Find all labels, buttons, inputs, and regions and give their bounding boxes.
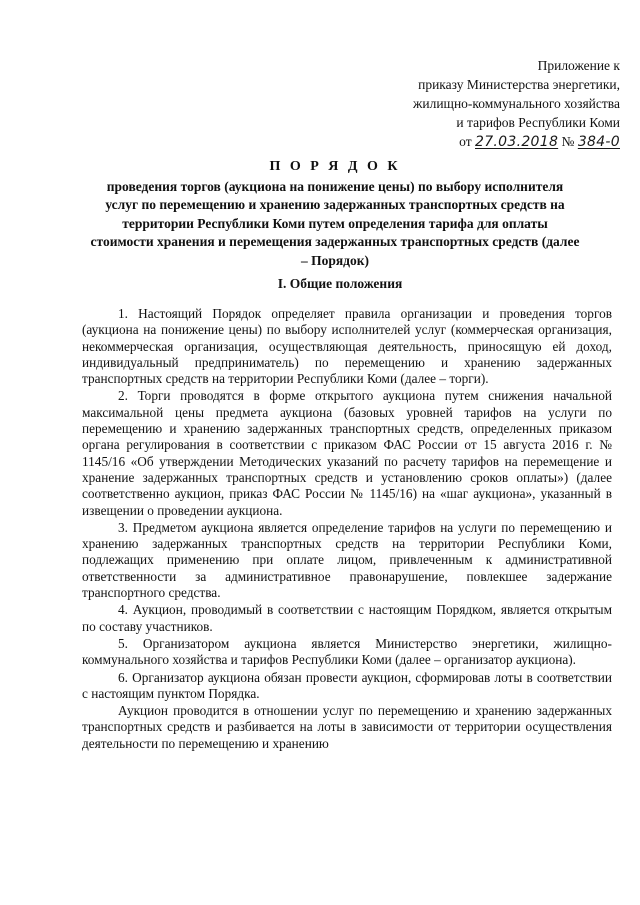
approval-handwritten-number: 384-0 — [577, 134, 620, 150]
paragraph-6: 6. Организатор аукциона обязан провести аукцион, сформировав лоты в соответствии с настоящим пунктом Порядка. — [82, 669, 612, 701]
paragraph-3: 3. Предметом аукциона является определение тарифов на услуги по перемещению и хранению задержанных транспортных средств на территории Республики Коми, подлежащих применению при оплате лицом, привлеченным к административной ответственности за административное правонарушение, повлекшее задержание транспортного средства. — [82, 519, 612, 601]
approval-line-1: Приложение к — [537, 58, 620, 73]
approval-number-sign: № — [561, 134, 575, 149]
document-body — [82, 306, 612, 753]
approval-handwritten-date: 27.03.2018 — [475, 134, 559, 150]
approval-stamp-block — [320, 56, 620, 152]
approval-line-3: жилищно-коммунального хозяйства — [413, 96, 620, 111]
approval-line-4: и тарифов Республики Коми — [456, 115, 620, 130]
paragraph-6-continuation: Аукцион проводится в отношении услуг по перемещению и хранению задержанных транспортных средств и разбивается на лоты в зависимости от территории осуществления деятельности по перемещению и хранению — [82, 703, 612, 751]
approval-line-2: приказу Министерства энергетики, — [418, 77, 620, 92]
approval-from-label: от — [459, 134, 472, 149]
paragraph-5: 5. Организатором аукциона является Министерство энергетики, жилищно-коммунального хозяйства и тарифов Республики Коми (далее – организатор аукциона). — [82, 635, 612, 668]
paragraph-1: 1. Настоящий Порядок определяет правила организации и проведения торгов (аукциона на понижение цены) по выбору исполнителей услуг (коммерческая организация, некоммерческая организация, осуществляющая деятельность, приносящую ей доход, индивидуальный предприниматель) по перемещению и хранению задержанных транспортных средств на территории Республики Коми (далее – торги). — [82, 306, 612, 387]
paragraph-4: 4. Аукцион, проводимый в соответствии с настоящим Порядком, является открытым по составу участников. — [82, 602, 612, 634]
paragraph-2: 2. Торги проводятся в форме открытого аукциона путем снижения начальной максимальной цены предмета аукциона (базовых уровней тарифов на услуги по перемещению и хранению задержанных транспортных средств, определенных приказом органа регулирования в соответствии с приказом ФАС России от 15 августа 2016 г. № 1145/16 «Об утверждении Методических указаний по расчету тарифов на перемещение и хранение задержанных транспортных средств и установлению сроков оплаты») (далее соответственно аукцион, приказ ФАС России № 1145/16) на «шаг аукциона», указанный в извещении о проведении аукциона. — [82, 388, 612, 518]
document-title: П О Р Я Д О К — [269, 159, 401, 174]
approval-date-number-line — [459, 132, 620, 152]
document-subtitle: проведения торгов (аукциона на понижение цены) по выбору исполнителя услуг по перемещению и хранению задержанных транспортных средств на территории Республики Коми путем определения тарифа для оплаты стоимости хранения и перемещения задержанных транспортных средств (далее – Порядок) — [90, 178, 580, 268]
document-title-block — [90, 158, 580, 270]
section-heading: I. Общие положения — [277, 276, 403, 291]
